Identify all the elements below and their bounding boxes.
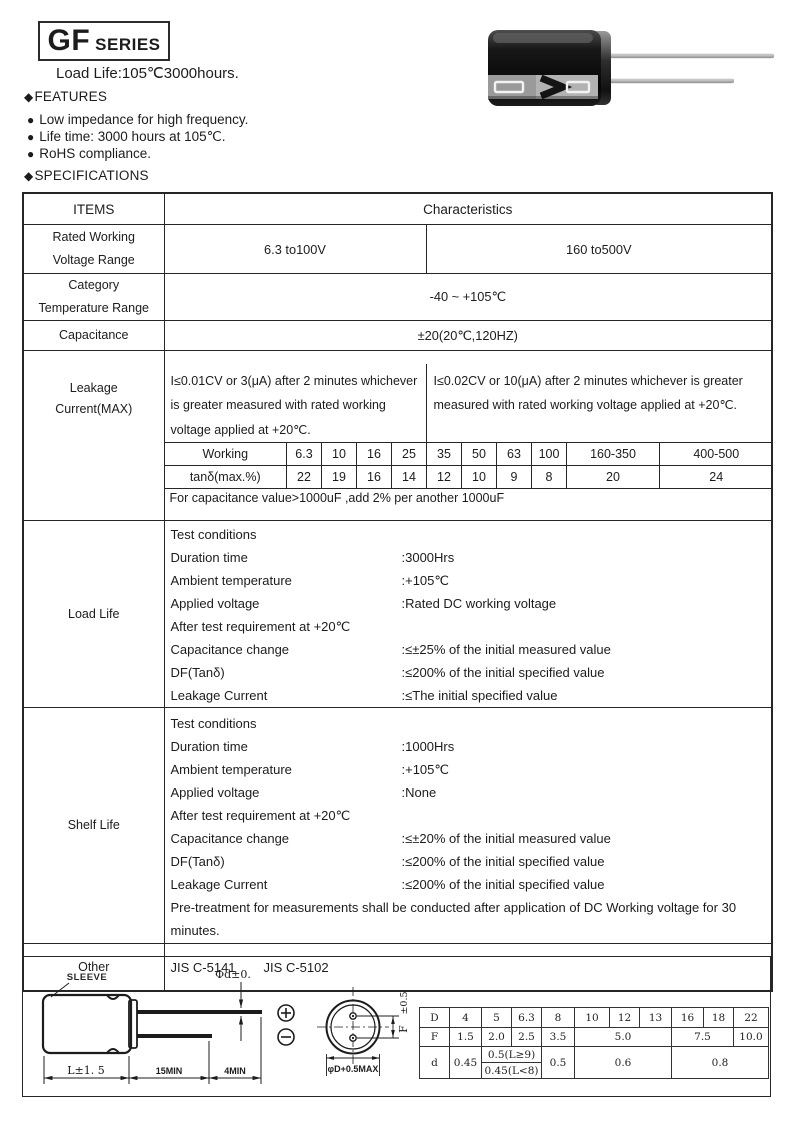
leakage-texts <box>165 364 772 442</box>
tan-cell: 10 <box>322 442 357 465</box>
condition-label: Ambient temperature <box>170 573 292 588</box>
tan-cell: 6.3 <box>287 442 322 465</box>
dim-cell: 13 <box>640 1008 672 1028</box>
specifications-table <box>22 192 773 992</box>
tan-cell: 16 <box>357 465 392 488</box>
tan-values-row <box>165 465 773 488</box>
condition-line <box>165 735 772 758</box>
condition-line <box>165 850 772 873</box>
condition-label: Pre-treatment for measurements shall be conducted after application of DC Working voltage for 30 minutes. <box>170 899 737 938</box>
dim-cell: 0.5 <box>542 1047 575 1079</box>
tan-cell: tanδ(max.%) <box>165 465 287 488</box>
positive-lead <box>607 54 774 58</box>
dim-cell: 1.5 <box>450 1028 482 1047</box>
condition-label: Test conditions <box>170 715 257 731</box>
tan-cell: 160-350 <box>567 442 660 465</box>
jis-standard-1: JIS C-5141 <box>170 959 236 975</box>
condition-line <box>165 615 772 638</box>
condition-value: :+105℃ <box>401 573 449 588</box>
load-life-subtitle: Load Life:105℃3000hours. <box>56 65 239 82</box>
dim-cell: 0.45 <box>450 1047 482 1079</box>
condition-line <box>165 569 772 592</box>
condition-value: :≤±25% of the initial measured value <box>401 642 611 657</box>
polarity-minus-icon <box>278 1029 294 1045</box>
negative-lead <box>607 79 734 83</box>
capacitor-illustration <box>483 15 783 115</box>
condition-label: Applied voltage <box>170 784 260 800</box>
dim-cell: 0.8 <box>672 1047 769 1079</box>
capacitance-value: ±20(20℃,120HZ) <box>164 321 772 351</box>
rated-voltage-high: 160 to500V <box>426 225 772 274</box>
bullet-icon: ● <box>27 147 35 161</box>
diamond-icon: ◆ <box>24 169 34 183</box>
dim-cell: 10 <box>575 1008 610 1028</box>
capacitor-photo <box>483 15 783 115</box>
features-list <box>27 111 248 162</box>
specifications-title: SPECIFICATIONS <box>34 168 149 183</box>
body-highlight <box>493 33 593 43</box>
leakage-current-row <box>23 351 772 521</box>
leakage-low-voltage-text: I≤0.01CV or 3(μA) after 2 minutes whichever is greater measured with rated working voltage applied at +20℃. <box>165 364 427 442</box>
dim-cell: 7.5 <box>672 1028 734 1047</box>
capacitor-side-view <box>43 995 262 1053</box>
feature-text: RoHS compliance. <box>39 146 152 161</box>
category-temp-row <box>23 274 772 321</box>
dim-cell: 5.0 <box>575 1028 672 1047</box>
sleeve-label: SLEEVE <box>66 972 108 983</box>
dimension-table <box>419 1007 769 1079</box>
feature-item <box>27 145 248 162</box>
tan-cell: 19 <box>322 465 357 488</box>
rated-voltage-low: 6.3 to100V <box>164 225 426 274</box>
f-dim-label: F <box>397 1025 410 1033</box>
condition-label: Capacitance change <box>170 830 290 846</box>
band-lower-edge <box>488 96 598 100</box>
tan-cell: 50 <box>462 442 497 465</box>
tan-cell: 8 <box>532 465 567 488</box>
dim-cell: 2.0 <box>482 1028 512 1047</box>
shelf-life-label: Shelf Life <box>23 708 164 944</box>
shelf-life-content <box>164 708 772 944</box>
condition-value: :Rated DC working voltage <box>401 596 557 611</box>
condition-line <box>165 546 772 569</box>
condition-value: :+105℃ <box>401 761 449 777</box>
dim-cell: 0.5(L≥9) <box>482 1047 542 1063</box>
condition-line <box>165 873 772 896</box>
dim-cell: 3.5 <box>542 1028 575 1047</box>
load-life-label: Load Life <box>23 521 164 708</box>
tan-cell: 35 <box>427 442 462 465</box>
dim-cell: 0.6 <box>575 1047 672 1079</box>
dim-cell: 2.5 <box>512 1028 542 1047</box>
label-line: Category <box>68 278 120 292</box>
condition-label: DF(Tanδ) <box>170 665 225 680</box>
condition-label: After test requirement at +20℃ <box>170 619 351 634</box>
bullet-icon: ● <box>27 130 35 144</box>
col-header-characteristics: Characteristics <box>164 193 772 225</box>
lead-bottom <box>137 1034 212 1038</box>
lead-top <box>137 1010 262 1014</box>
capacitance-row <box>23 321 772 351</box>
label-line: Current(MAX) <box>55 402 133 416</box>
load-life-row <box>23 521 772 708</box>
dim-cell: 10.0 <box>734 1028 769 1047</box>
tan-cell: 20 <box>567 465 660 488</box>
tan-cell: 24 <box>660 465 773 488</box>
dim-row-d-upper <box>420 1047 769 1063</box>
tan-cell: 22 <box>287 465 322 488</box>
features-heading <box>24 89 107 104</box>
tan-cell: 63 <box>497 442 532 465</box>
feature-item <box>27 111 248 128</box>
dim-row-f <box>420 1028 769 1047</box>
lead-diameter-dim: Φd±0. <box>215 968 251 981</box>
tan-cell: 400-500 <box>660 442 773 465</box>
jis-standard-2: JIS C-5102 <box>263 959 329 975</box>
condition-line <box>165 827 772 850</box>
capacitance-label: Capacitance <box>23 321 164 351</box>
condition-line <box>165 804 772 827</box>
dim-cell: 4 <box>450 1008 482 1028</box>
feature-text: Low impedance for high frequency. <box>39 112 249 127</box>
condition-label: Duration time <box>170 550 248 565</box>
pretreatment-note <box>165 896 772 942</box>
feature-text: Life time: 3000 hours at 105℃. <box>39 129 226 144</box>
dim-cell: 0.45(L<8) <box>482 1063 542 1079</box>
leakage-high-voltage-text: I≤0.02CV or 10(μA) after 2 minutes whichever is greater measured with rated working voltage applied at +20℃. <box>433 373 743 412</box>
bullet-icon: ● <box>27 113 35 127</box>
series-suffix: SERIES <box>95 35 161 54</box>
condition-line <box>165 712 772 735</box>
condition-line <box>165 684 772 707</box>
series-title-box <box>38 21 170 61</box>
condition-line <box>165 638 772 661</box>
condition-value: :≤200% of the initial specified value <box>401 665 605 680</box>
leakage-content <box>164 351 772 521</box>
leakage-label <box>23 351 164 521</box>
label-line: Voltage Range <box>52 253 135 267</box>
tan-cell: 25 <box>392 442 427 465</box>
condition-value: :≤The initial specified value <box>401 688 558 703</box>
condition-label: DF(Tanδ) <box>170 853 225 869</box>
condition-label: Leakage Current <box>170 876 268 892</box>
dim-cell: 5 <box>482 1008 512 1028</box>
dim-cell: 16 <box>672 1008 704 1028</box>
dim-cell: 22 <box>734 1008 769 1028</box>
rated-voltage-label <box>23 225 164 274</box>
tan-cell: 10 <box>462 465 497 488</box>
dim-cell: D <box>420 1008 450 1028</box>
tan-cell: 16 <box>357 442 392 465</box>
other-label: Other <box>23 944 164 992</box>
tan-cell: 12 <box>427 465 462 488</box>
series-name: GF <box>47 24 91 57</box>
condition-label: Applied voltage <box>170 596 260 611</box>
dim-cell: d <box>420 1047 450 1079</box>
category-temp-value: -40 ~ +105℃ <box>164 274 772 321</box>
condition-line <box>165 592 772 615</box>
dim-cell: 18 <box>704 1008 734 1028</box>
f-tolerance-label: ±0.5 <box>399 991 410 1015</box>
condition-value: :3000Hrs <box>401 550 455 565</box>
condition-label: Ambient temperature <box>170 761 292 777</box>
condition-line <box>165 523 772 546</box>
condition-value: :≤200% of the initial specified value <box>401 853 605 869</box>
dim-cell: 12 <box>610 1008 640 1028</box>
dim-row-d-header <box>420 1008 769 1028</box>
lead-tip-dim: 4MIN <box>224 1066 246 1076</box>
leakage-note: For capacitance value>1000uF ,add 2% per another 1000uF <box>169 490 505 505</box>
specifications-heading <box>24 168 149 183</box>
shelf-life-conditions <box>165 710 772 942</box>
label-line: Rated Working <box>52 230 135 244</box>
condition-line <box>165 661 772 684</box>
dimensions-drawing <box>22 956 771 1097</box>
features-title: FEATURES <box>34 89 108 104</box>
condition-label: Capacitance change <box>170 642 290 657</box>
condition-value: :≤±20% of the initial measured value <box>401 830 611 846</box>
feature-item <box>27 128 248 145</box>
tan-cell: 14 <box>392 465 427 488</box>
label-line: Leakage <box>69 381 118 395</box>
dim-cell: F <box>420 1028 450 1047</box>
condition-value: :None <box>401 784 437 800</box>
condition-label: Leakage Current <box>170 688 268 703</box>
col-header-items: ITEMS <box>23 193 164 225</box>
category-temp-label <box>23 274 164 321</box>
condition-line <box>165 781 772 804</box>
dim-cell: 6.3 <box>512 1008 542 1028</box>
dim-cell: 8 <box>542 1008 575 1028</box>
lead-length-dim: 15MIN <box>155 1066 183 1076</box>
table-header-row <box>23 193 772 225</box>
diamond-icon: ◆ <box>24 90 34 104</box>
label-line: Temperature Range <box>38 301 149 315</box>
condition-value: :≤200% of the initial specified value <box>401 876 605 892</box>
body-diameter-dim: φD+0.5MAX <box>327 1064 379 1074</box>
tan-cell: 9 <box>497 465 532 488</box>
load-life-content <box>164 521 772 708</box>
condition-line <box>165 758 772 781</box>
tan-delta-table <box>165 442 773 489</box>
condition-value: :1000Hrs <box>401 738 455 754</box>
tan-header-row <box>165 442 773 465</box>
capacitor-end-view <box>317 987 389 1067</box>
condition-label: Test conditions <box>170 527 257 542</box>
load-life-conditions <box>165 521 772 707</box>
condition-label: After test requirement at +20℃ <box>170 807 351 823</box>
body-length-dim: L±1. 5 <box>67 1064 105 1077</box>
polarity-plus-icon <box>278 1005 294 1021</box>
shelf-life-row <box>23 708 772 944</box>
tan-cell: 100 <box>532 442 567 465</box>
tan-cell: Working <box>165 442 287 465</box>
condition-label: Duration time <box>170 738 248 754</box>
rated-voltage-row <box>23 225 772 274</box>
